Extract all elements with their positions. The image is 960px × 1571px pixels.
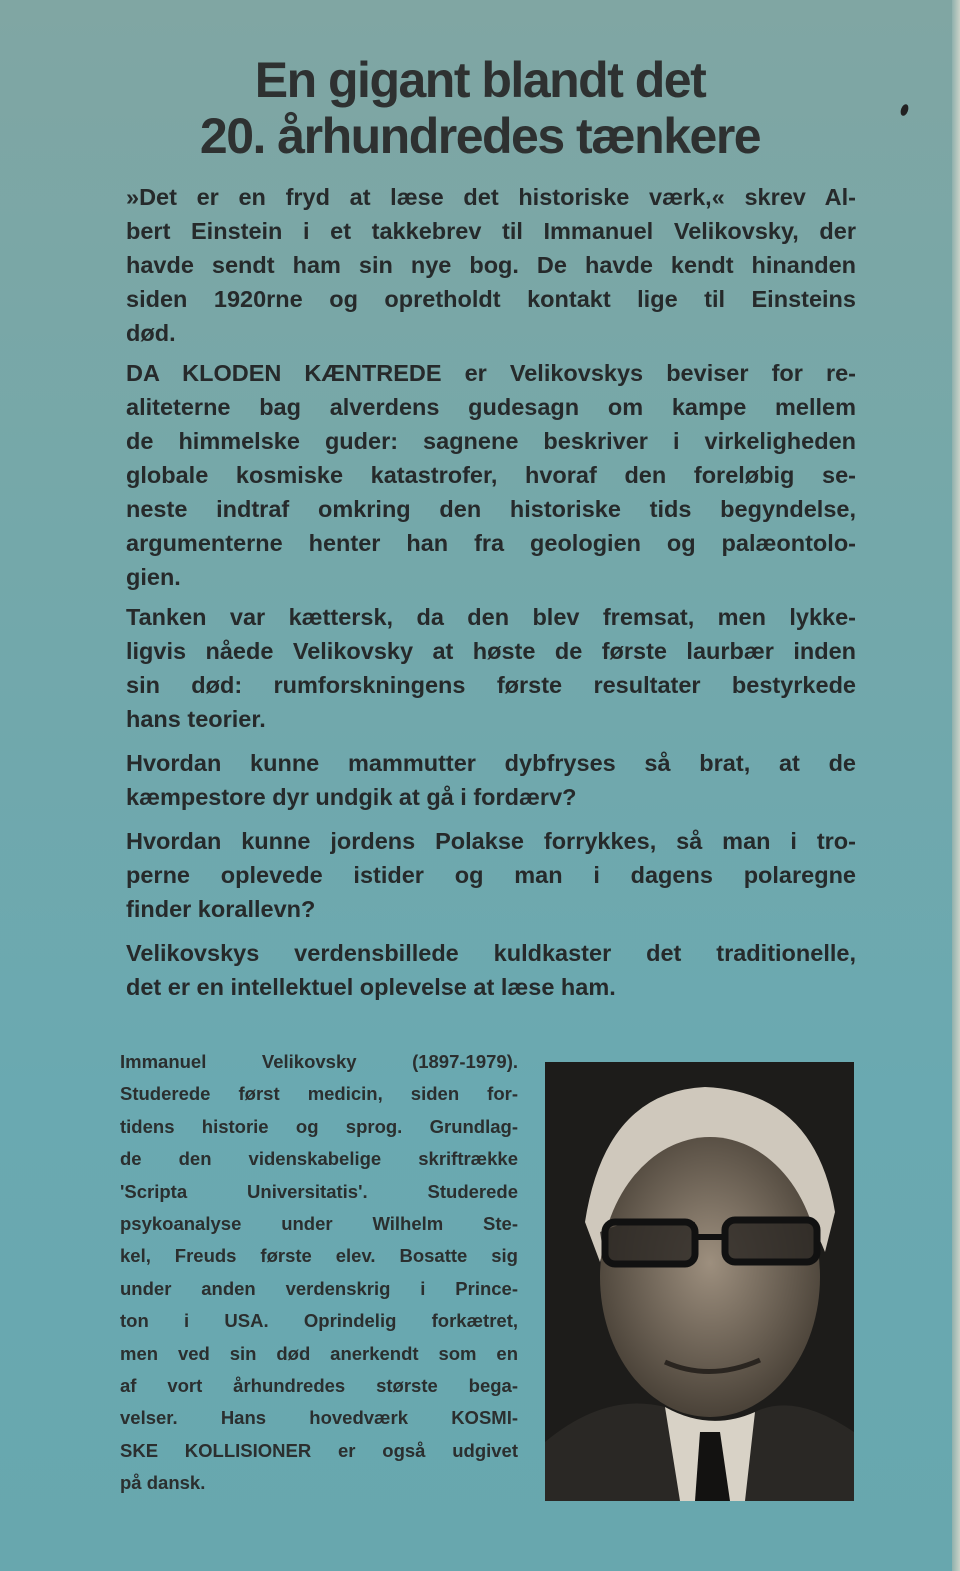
text-line: de himmelske guder: sagnene beskriver i virkeligheden xyxy=(126,428,856,454)
cover-headline xyxy=(0,52,960,164)
headline-line-1: En gigant blandt det xyxy=(254,52,706,108)
text-line: ligvis nåede Velikovsky at høste de første laurbær inden xyxy=(126,638,856,664)
text-line: kæmpestore dyr undgik at gå i fordærv? xyxy=(126,784,577,810)
text-line: aliteterne bag alverdens gudesagn om kampe mellem xyxy=(126,394,856,420)
text-line: perne oplevede istider og man i dagens polaregne xyxy=(126,862,856,888)
bio-line: tidens historie og sprog. Grundlag- xyxy=(120,1115,518,1137)
bio-line: de den videnskabelige skriftrække xyxy=(120,1148,518,1170)
bio-line: velser. Hans hovedværk KOSMI- xyxy=(120,1407,518,1429)
bio-line: 'Scripta Universitatis'. Studerede xyxy=(120,1180,518,1202)
text-line: finder korallevn? xyxy=(126,896,316,922)
text-line: Hvordan kunne jordens Polakse forrykkes, så man i tro- xyxy=(126,828,856,854)
blurb-paragraph xyxy=(126,600,856,736)
text-line: død. xyxy=(126,320,176,346)
author-photo xyxy=(545,1062,854,1501)
blurb-text xyxy=(126,180,856,1010)
text-line: sin død: rumforskningens første resultater bestyrkede xyxy=(126,672,856,698)
bio-line: af vort århundredes største bega- xyxy=(120,1374,518,1396)
text-line: globale kosmiske katastrofer, hvoraf den foreløbig se- xyxy=(126,462,856,488)
bio-line: SKE KOLLISIONER er også udgivet xyxy=(120,1439,518,1461)
bio-line: Studerede først medicin, siden for- xyxy=(120,1083,518,1105)
blurb-paragraph xyxy=(126,356,856,594)
text-line: det er en intellektuel oplevelse at læse ham. xyxy=(126,974,616,1000)
blurb-paragraph xyxy=(126,180,856,350)
bio-line: ton i USA. Oprindelig forkætret, xyxy=(120,1310,518,1332)
text-line: gien. xyxy=(126,564,181,590)
bio-line: men ved sin død anerkendt som en xyxy=(120,1342,518,1364)
headline-line-2: 20. århundredes tænkere xyxy=(199,108,761,164)
text-line: bert Einstein i et takkebrev til Immanuel Velikovsky, der xyxy=(126,218,856,244)
text-line: »Det er en fryd at læse det historiske værk,« skrev Al- xyxy=(126,184,856,210)
text-line: siden 1920rne og opretholdt kontakt lige til Einsteins xyxy=(126,286,856,312)
bio-line: psykoanalyse under Wilhelm Ste- xyxy=(120,1212,518,1234)
text-line: Velikovskys verdensbillede kuldkaster det traditionelle, xyxy=(126,940,856,966)
author-bio xyxy=(120,1046,518,1499)
text-line: neste indtraf omkring den historiske tids begyndelse, xyxy=(126,496,856,522)
blurb-paragraph xyxy=(126,936,856,1004)
text-line: Hvordan kunne mammutter dybfryses så brat, at de xyxy=(126,750,856,776)
bio-line: Immanuel Velikovsky (1897-1979). xyxy=(120,1051,518,1072)
bio-line: kel, Freuds første elev. Bosatte sig xyxy=(120,1245,518,1267)
text-line: hans teorier. xyxy=(126,706,266,732)
text-line: Tanken var kættersk, da den blev fremsat, men lykke- xyxy=(126,604,856,630)
text-line: havde sendt ham sin nye bog. De havde kendt hinanden xyxy=(126,252,856,278)
blurb-paragraph xyxy=(126,746,856,814)
text-line: DA KLODEN KÆNTREDE er Velikovskys beviser for re- xyxy=(126,360,856,386)
bio-line: under anden verdenskrig i Prince- xyxy=(120,1277,518,1299)
text-line: argumenterne henter han fra geologien og palæontolo- xyxy=(126,530,856,556)
bio-line: på dansk. xyxy=(120,1472,206,1494)
cover-edge xyxy=(952,0,960,1571)
blurb-paragraph xyxy=(126,824,856,926)
